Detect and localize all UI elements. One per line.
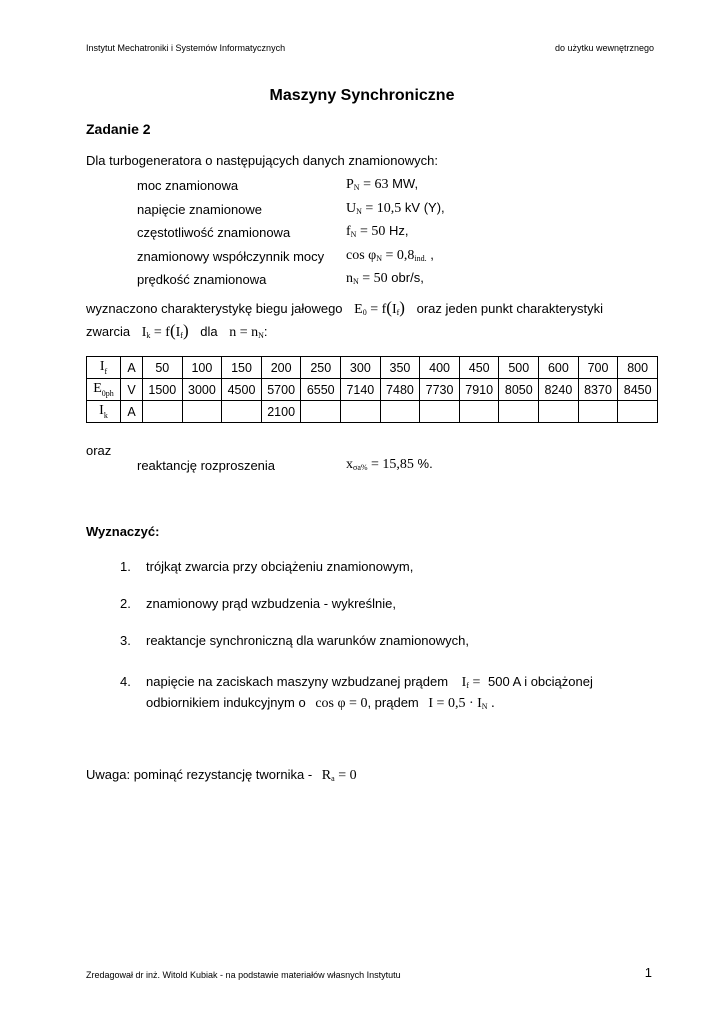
table-cell <box>459 401 499 423</box>
param-formula: $n_N = 50$ obr/s, <box>346 270 424 286</box>
table-cell: 7140 <box>341 379 381 401</box>
reactance-label: reaktancję rozproszenia <box>137 458 276 473</box>
page-number: 1 <box>644 965 652 980</box>
table-cell: 800 <box>618 357 658 379</box>
oraz-text: oraz <box>86 443 112 458</box>
row-symbol: $I_k$ <box>87 401 121 423</box>
table-cell <box>539 401 579 423</box>
formula-cos-phi: cos φ = 0 <box>315 696 368 711</box>
header-usage-note: do użytku wewnętrznego <box>554 43 654 53</box>
row-symbol: $I_f$ <box>87 357 121 379</box>
param-label: prędkość znamionowa <box>137 272 267 287</box>
list-item: 3. reaktancje synchroniczną dla warunków znamionowych, <box>120 633 469 648</box>
page-title: Maszyny Synchroniczne <box>269 87 455 104</box>
table-cell: 300 <box>341 357 381 379</box>
table-cell <box>301 401 341 423</box>
para-text-2: oraz jeden punkt charakterystyki <box>416 301 604 316</box>
param-label: znamionowy współczynnik mocy <box>137 249 325 264</box>
header-institute: Instytut Mechatroniki i Systemów Informatycznych <box>86 43 286 53</box>
param-formula: $\cos \varphi_N = 0,8_{ind.}$ , <box>346 247 434 263</box>
table-cell <box>578 401 618 423</box>
para-text-5: : <box>263 324 268 339</box>
formula-if: $I_f$ = <box>461 675 481 690</box>
table-cell: 8240 <box>539 379 579 401</box>
task-heading: Zadanie 2 <box>86 121 151 137</box>
table-cell: 350 <box>380 357 420 379</box>
list-item: 4. napięcie na zaciskach maszyny wzbudzanej prądem $I_f = 500$ A i obciążonej <box>120 674 593 690</box>
para-text-3: zwarcia <box>86 324 131 339</box>
table-cell: 150 <box>222 357 262 379</box>
measurement-table <box>86 356 658 423</box>
table-cell <box>182 401 222 423</box>
table-row <box>87 357 658 379</box>
table-cell: 7910 <box>459 379 499 401</box>
table-cell: 4500 <box>222 379 262 401</box>
param-formula: $f_N = 50$ Hz, <box>346 223 409 239</box>
table-cell: 500 <box>499 357 539 379</box>
table-cell: 8050 <box>499 379 539 401</box>
footer-credit: Zredagował dr inż. Witold Kubiak - na podstawie materiałów własnych Instytutu <box>86 970 401 980</box>
param-label: napięcie znamionowe <box>137 202 263 217</box>
table-cell: 600 <box>539 357 579 379</box>
list-item: 2. znamionowy prąd wzbudzenia - wykreślnie, <box>120 596 397 611</box>
table-cell: 7730 <box>420 379 460 401</box>
table-cell <box>618 401 658 423</box>
row-unit: A <box>121 401 143 423</box>
table-cell: 250 <box>301 357 341 379</box>
formula-e0: $E_0 = f(I_f)$ <box>354 298 405 317</box>
note: Uwaga: pominąć rezystancję twornika - $R_a = 0$ <box>86 767 357 783</box>
param-formula: $U_N = 10,5$ kV (Y), <box>346 200 445 216</box>
param-label: częstotliwość znamionowa <box>137 225 291 240</box>
table-cell: 6550 <box>301 379 341 401</box>
table-row <box>87 401 658 423</box>
table-cell <box>380 401 420 423</box>
table-cell: 450 <box>459 357 499 379</box>
table-cell: 2100 <box>261 401 301 423</box>
row-unit: A <box>121 357 143 379</box>
formula-current: $I = 0,5 \cdot I_N$ . <box>428 696 495 711</box>
list-item: 1. trójkąt zwarcia przy obciążeniu znamionowym, <box>120 559 414 574</box>
table-cell <box>420 401 460 423</box>
table-cell <box>341 401 381 423</box>
formula-ik: $I_k = f(I_f)$ <box>141 321 189 340</box>
reactance-formula: $x_{\sigma a\%} = 15,85$ %. <box>346 456 433 472</box>
table-cell <box>143 401 183 423</box>
table-cell: 100 <box>182 357 222 379</box>
param-formula: $P_N = 63$ MW, <box>346 176 419 192</box>
table-row <box>87 379 658 401</box>
table-cell: 1500 <box>143 379 183 401</box>
para-text-4: dla <box>200 324 218 339</box>
table-cell: 7480 <box>380 379 420 401</box>
table-cell: 50 <box>143 357 183 379</box>
param-label: moc znamionowa <box>137 178 239 193</box>
table-cell <box>499 401 539 423</box>
para-text-1: wyznaczono charakterystykę biegu jałowego <box>86 301 343 316</box>
table-cell: 700 <box>578 357 618 379</box>
table-cell: 5700 <box>261 379 301 401</box>
table-cell: 200 <box>261 357 301 379</box>
table-cell: 8370 <box>578 379 618 401</box>
formula-n: $n = n_N$ <box>229 325 264 340</box>
table-cell: 400 <box>420 357 460 379</box>
characteristic-paragraph-line2 <box>86 321 268 341</box>
characteristic-paragraph-line1 <box>86 298 603 318</box>
intro-text: Dla turbogeneratora o następujących danych znamionowych: <box>86 153 438 168</box>
row-unit: V <box>121 379 143 401</box>
table-cell <box>222 401 262 423</box>
row-symbol: $E_{0ph}$ <box>87 379 121 401</box>
list-item-continuation: odbiornikiem indukcyjnym o cos φ = 0, prądem $I = 0,5 \cdot I_N$ . <box>146 695 495 711</box>
table-cell: 3000 <box>182 379 222 401</box>
formula-ra: $R_a = 0$ <box>321 768 357 783</box>
table-cell: 8450 <box>618 379 658 401</box>
determine-heading: Wyznaczyć: <box>86 524 160 539</box>
